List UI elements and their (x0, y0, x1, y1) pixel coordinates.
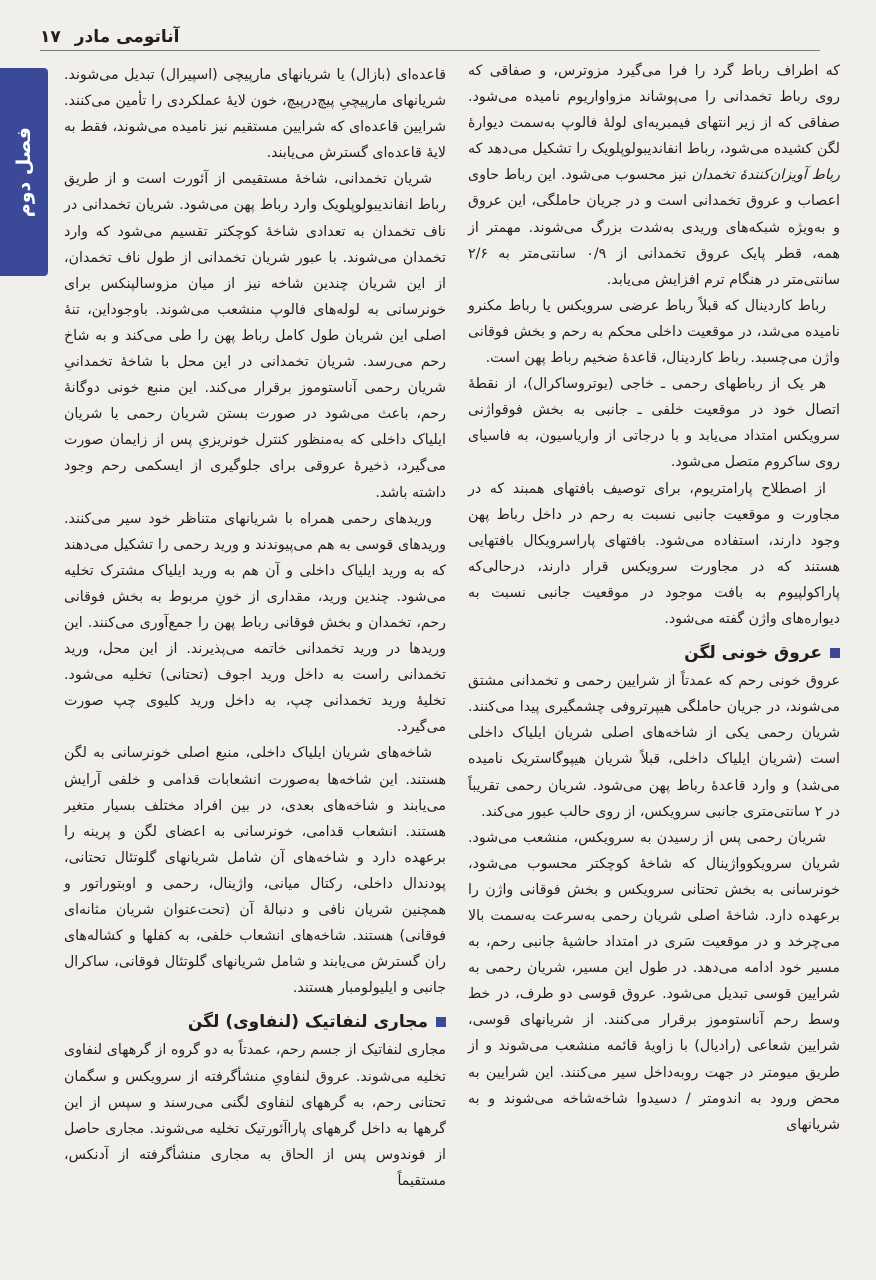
header-rule (40, 50, 820, 51)
running-title: آناتومی مادر (74, 27, 180, 47)
square-bullet-icon (830, 648, 840, 658)
right-paragraph-3: هر یک از رباطهای رحمی ـ خاجی (یوتروساکرال)، از نقطهٔ اتصال خود در موقعیت خلفی ـ جانبی به بخش فوقواژنی سرویکس امتداد می‌یابد و با درجاتی از واریاسیون، به فاسیای روی ساکروم متصل می‌شود. (468, 376, 840, 471)
right-paragraph-4: از اصطلاح پارامتریوم، برای توصیف بافتهای همبند که در مجاورت و موقعیت جانبی نسبت به رحم در داخل رباط پهن وجود دارند، استفاده می‌شود. بافتهای پاراسرویکال بافتهایی هستند که در مجاورت سرویکس قرار دارند، درحالی‌که پاراکولپیوم به بافت موجود در موقعیت جانبی نسبت به دیواره‌های واژن گفته می‌شود. (468, 480, 840, 627)
left-paragraph-4: شاخه‌های شریان ایلیاک داخلی، منبع اصلی خونرسانی به لگن هستند. این شاخه‌ها به‌صورت انشعابات قدامی و خلفی آرایش می‌یابند و شاخه‌های بعدی، در بین افراد مختلف بسیار متغیر هستند. انشعاب قدامی، خونرسانی به اعضای لگن و پرینه را برعهده دارد و شاخه‌های آن شامل شریانهای گلوتئال تحتانی، پودندال داخلی، رکتال میانی، واژینال، رحمی و اوبتوراتور و همچنین شریان نافی و دنبالهٔ آن (تحت‌عنوان شریان مثانه‌ای فوقانی) هستند. شاخه‌های انشعاب خلفی، به کفلها و کشاله‌های ران گسترش می‌یابند و شامل شریانهای گلوتئال فوقانی، ساکرال جانبی و ایلیولومبار هستند. (64, 745, 446, 997)
left-paragraph-5: مجاری لنفاتیک از جسم رحم، عمدتاً به دو گروه از گرههای لنفاوی تخلیه می‌شوند. عروق لنفاویِ منشأگرفته از سرویکس و سگمان تحتانی رحم، به گرههای لنفاوی لگنی می‌رسند و سپس از این گرهها به داخل گرههای پاراآئورتیک تخلیه می‌شوند. مجاری حاصل از فوندوس پس از الحاق به مجاری منشأگرفته از آدنکس، مستقیماً (64, 1042, 446, 1189)
page-number: ۱۷ (40, 27, 61, 47)
section-heading-blood-vessels: عروق خونی لگن (468, 640, 840, 666)
right-paragraph-5: عروق خونی رحم که عمدتاً از شرایین رحمی و تخمدانی مشتق می‌شوند، در جریان حاملگی هیپرتروفی چشمگیری پیدا می‌کنند. شریان رحمی یکی از شاخه‌های اصلی شریان ایلیاک داخلی است (شریان ایلیاک داخلی، قبلاً شریان هیپوگاستریک نامیده می‌شد) و وارد قاعدهٔ رباط پهن می‌شود. شریان رحمی تقریباً در ۲ سانتی‌متری جانبی سرویکس، از روی حالب عبور می‌کند. (468, 673, 840, 820)
right-paragraph-6: شریان رحمی پس از رسیدن به سرویکس، منشعب می‌شود. شریان سرویکوواژینال که شاخهٔ کوچکتر محسوب می‌شود، خونرسانی به بخش تحتانی سرویکس و بخش فوقانی واژن را برعهده دارد. شاخهٔ اصلی شریان رحمی به‌سرعت به‌سمت بالا می‌چرخد و در موقعیت سَری در امتداد حاشیهٔ جانبی رحم، به مسیر خود ادامه می‌دهد. در طول این مسیر، شریان رحمی به شرایین قوسی تبدیل می‌شود. عروق قوسی دو طرف، در خط وسط رحم آناستوموز برقرار می‌کنند. از شریانهای قوسی، شرایین شعاعی (رادیال) با زاویهٔ قائمه منشعب می‌شوند و از طریق میومتر در جهت روبه‌داخل سیر می‌کنند. این شرایین به محض ورود به اندومتر / دسیدوا شاخه‌شاخه می‌شوند و به شریانهای (468, 829, 840, 1133)
chapter-tab (0, 68, 48, 276)
italic-term: رباط آویزان‌کنندهٔ تخمدان (691, 167, 840, 184)
left-paragraph-1: قاعده‌ای (بازال) یا شریانهای مارپیچی (اسپیرال) تبدیل می‌شوند. شریانهای مارپیچیِ پیچ‌درپیچ، خون لایهٔ عملکردی را تأمین می‌کنند. شرایین قاعده‌ای که شرایین مستقیم نیز نامیده می‌شوند، فقط به لایهٔ قاعده‌ای گسترش می‌یابند. (64, 67, 446, 162)
right-column (468, 58, 840, 1138)
left-column (64, 62, 446, 1194)
page-header (40, 24, 820, 50)
left-paragraph-2: شریان تخمدانی، شاخهٔ مستقیمی از آئورت است و از طریق رباط انفاندیبولوپلویک وارد رباط پهن می‌شود. شریان تخمدانی در ناف تخمدان به تعدادی شاخهٔ کوچکتر تقسیم می‌شود که وارد تخمدان می‌شوند. با عبور شریان تخمدانی از طول ناف تخمدان، از این شریان چندین شاخه نیز از میان مزوسالپنکس برای خونرسانی به لوله‌های فالوپ منشعب می‌شوند. باوجوداین، تنهٔ اصلی این شریان طول کامل رباط پهن را طی می‌کند و به شاخ رحم می‌رسد. شریان تخمدانی در این محل با شاخهٔ تخمدانیِ شریان رحمی آناستوموز برقرار می‌کند. این منبع خونی دوگانهٔ رحم، باعث می‌شود در صورت بستن شریان رحمی یا شریان ایلیاک داخلی که به‌منظور کنترل خونریزیِ پس از زایمان صورت می‌گیرد، ذخیرهٔ عروقی برای جلوگیری از ایسکمی رحم وجود داشته باشد. (64, 171, 446, 501)
chapter-tab-label: فصل دوم (13, 126, 35, 218)
left-paragraph-3: وریدهای رحمی همراه با شریانهای متناظر خود سیر می‌کنند. وریدهای قوسی به هم می‌پیوندند و ورید رحمی را تشکیل می‌دهند که به ورید ایلیاک داخلی و آن هم به ورید ایلیاک مشترک تخلیه می‌شود. چندین ورید، مقداری از خونِ مربوط به بخش فوقانی رحم، تخمدان و بخش فوقانی رباط پهن را جمع‌آوری می‌کنند. این وریدها در ورید تخمدانی خاتمه می‌پذیرند. از این محل، ورید تخمدانی راست به داخل ورید اجوف (تحتانی) تخلیه می‌شود. تخلیهٔ ورید تخمدانی چپ، به داخل ورید کلیوی چپ صورت می‌گیرد. (64, 510, 446, 736)
right-paragraph-1: که اطراف رباط گرد را فرا می‌گیرد مزوترس، و صفاقی که روی رباط تخمدانی را می‌پوشاند مزواواریوم نامیده می‌شود. صفاقی که از زیر انتهای فیمبریه‌ای لولهٔ فالوپ به‌سمت دیوارهٔ لگن کشیده می‌شود، رباط انفاندیبولوپلویک را تشکیل می‌دهد که رباط آویزان‌کنندهٔ تخمدان نیز محسوب می‌شود. این رباط حاوی اعصاب و عروق تخمدانی است و در جریان حاملگی، این عروق و به‌ویژه شبکه‌های وریدی به‌شدت بزرگ می‌شوند. مهمتر از همه، قطر پایک عروق تخمدانی از ۰/۹ سانتی‌متر به ۲/۶ سانتی‌متر در هنگام ترم افزایش می‌یابد. (468, 63, 841, 288)
square-bullet-icon (436, 1017, 446, 1027)
right-paragraph-2: رباط کاردینال که قبلاً رباط عرضی سرویکس یا رباط مکنرو نامیده می‌شد، در موقعیت داخلی محکم به رحم و بخش فوقانی واژن می‌چسبد. رباط کاردینال، قاعدهٔ ضخیم رباط پهن است. (468, 297, 840, 367)
section-heading-lymphatics: مجاری لنفاتیک (لنفاوی) لگن (64, 1009, 446, 1035)
